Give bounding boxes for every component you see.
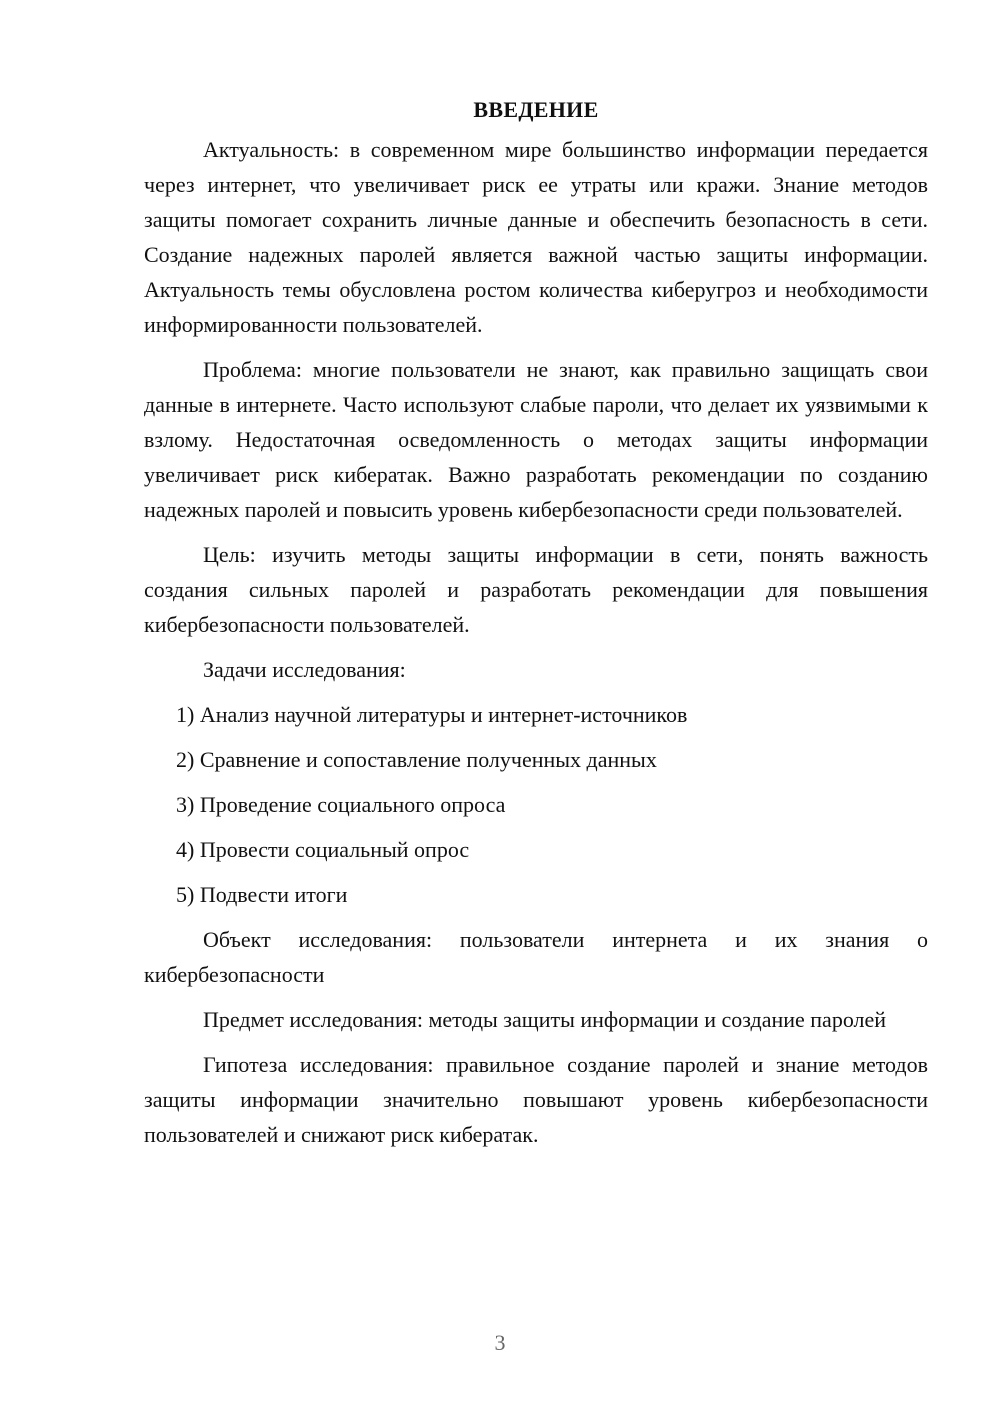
document-page <box>144 92 928 1162</box>
paragraph-relevance: Актуальность: в современном мире большинство информации передается через интернет, что увеличивает риск ее утраты или кражи. Знание методов защиты помогает сохранить личные данные и обеспечить безопасность в сети. Создание надежных паролей является важной частью защиты информации. Актуальность темы обусловлена ростом количества киберугроз и необходимости информированности пользователей. <box>144 137 928 337</box>
paragraph-hypothesis: Гипотеза исследования: правильное создание паролей и знание методов защиты информации значительно повышают уровень кибербезопасности пользователей и снижают риск кибератак. <box>144 1052 928 1147</box>
paragraph-object: Объект исследования: пользователи интернета и их знания о кибербезопасности <box>144 927 928 987</box>
paragraph-problem: Проблема: многие пользователи не знают, как правильно защищать свои данные в интернете. Часто используют слабые пароли, что делает их уязвимыми к взлому. Недостаточная осведомленность о методах защиты информации увеличивает риск кибератак. Важно разработать рекомендации по созданию надежных паролей и повысить уровень кибербезопасности среди пользователей. <box>144 357 928 522</box>
task-item: 5) Подвести итоги <box>176 882 348 907</box>
task-item: 2) Сравнение и сопоставление полученных данных <box>176 747 657 772</box>
section-title: ВВЕДЕНИЕ <box>473 97 599 122</box>
tasks-heading: Задачи исследования: <box>203 657 406 682</box>
task-item: 1) Анализ научной литературы и интернет-источников <box>176 702 688 727</box>
paragraph-goal: Цель: изучить методы защиты информации в сети, понять важность создания сильных паролей и разработать рекомендации для повышения кибербезопасности пользователей. <box>144 542 928 637</box>
tasks-list <box>144 697 928 912</box>
task-item: 4) Провести социальный опрос <box>176 837 470 862</box>
task-item: 3) Проведение социального опроса <box>176 792 506 817</box>
paragraph-subject: Предмет исследования: методы защиты информации и создание паролей <box>203 1007 887 1032</box>
page-number: 3 <box>494 1330 506 1355</box>
